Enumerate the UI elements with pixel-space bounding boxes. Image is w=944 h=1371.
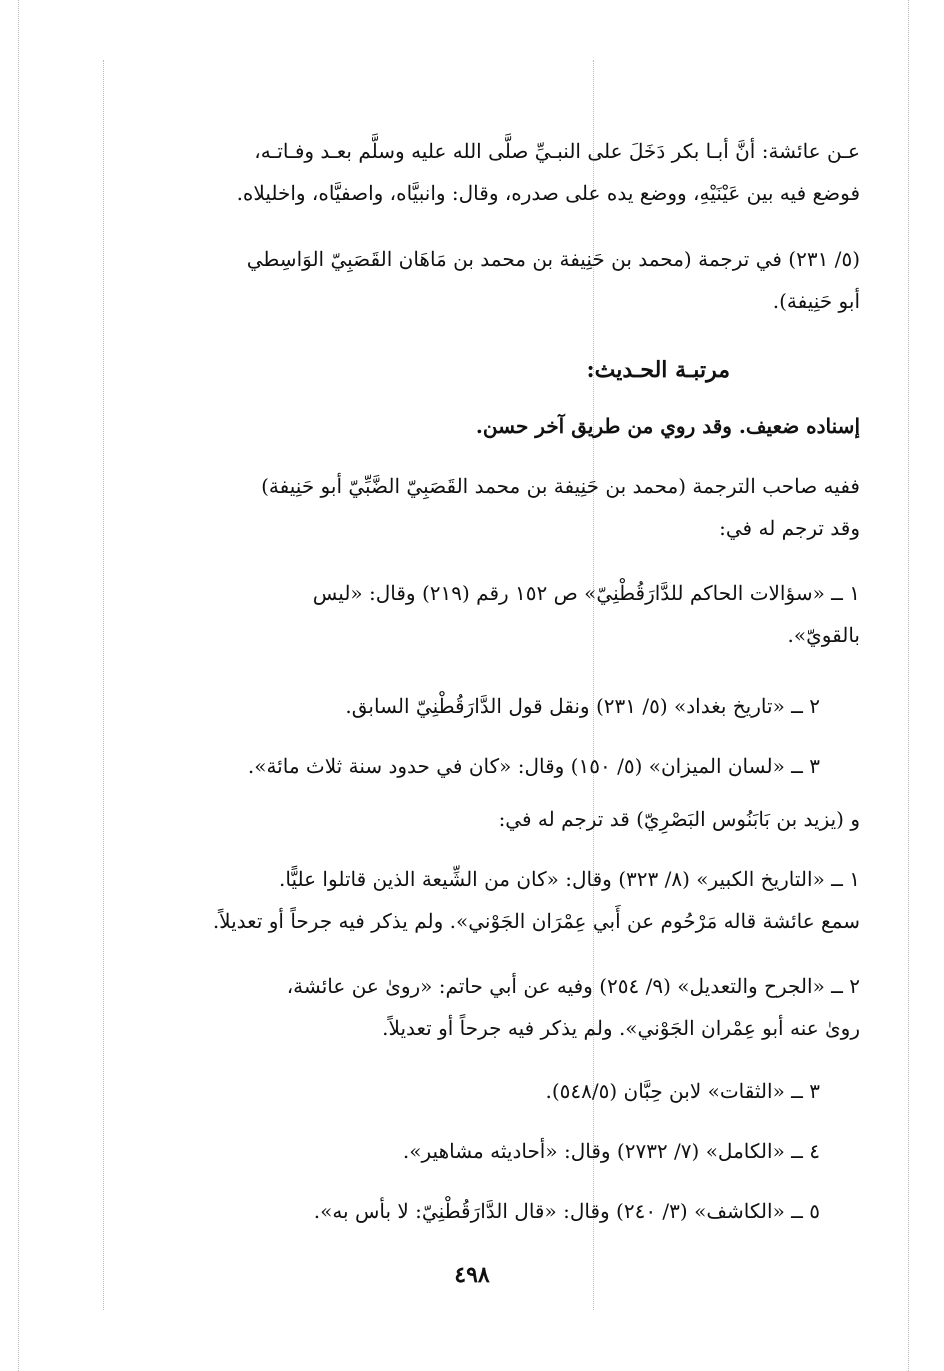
citation-b1-line-2: سمع عائشة قاله مَرْحُوم عن أَبي عِمْرَان الجَوْني». ولم يذكر فيه جرحاً أو تعديلاً. [212,909,860,933]
hadith-text-line-2: فوضع فيه بين عَيْنَيْهِ، ووضع يده على صدره، وقال: وانبيَّاه، واصفيَّاه، واخليلاه. [236,181,860,205]
document-page [100,118,860,1318]
narrator-2-intro: و (يزيد بن بَابَنُوس البَصْرِيّ) قد ترجم له في: [498,807,860,831]
source-ref-line-1: (٥/ ٢٣١) في ترجمة (محمد بن حَنِيفة بن محمد بن مَاهَان القَصَبِيّ الوَاسِطي [246,247,860,271]
citation-b3: ٣ ــ «الثقات» لابن حِبَّان (٥٤٨/٥). [545,1079,820,1103]
citation-1-line-2: بالقويّ». [787,623,860,647]
verdict-line: إسناده ضعيف. وقد روي من طريق آخر حسن. [475,414,860,438]
narrator-intro-line-2: وقد ترجم له في: [719,516,860,540]
section-heading: مرتبـة الحـديث: [586,357,730,383]
citation-b4: ٤ ــ «الكامل» (٧/ ٢٧٣٢) وقال: «أحاديثه مشاهير». [402,1139,820,1163]
citation-1-line-1: ١ ــ «سؤالات الحاكم للدَّارَقُطْنِيّ» ص ١٥٢ رقم (٢١٩) وقال: «ليس [312,581,860,605]
page-number: ٤٩٨ [454,1262,490,1288]
citation-b2-line-1: ٢ ــ «الجرح والتعديل» (٩/ ٢٥٤) وفيه عن أبي حاتم: «روىٰ عن عائشة، [286,974,860,998]
scan-guide-right [908,0,909,1371]
source-ref-line-2: أبو حَنِيفة). [772,289,860,313]
citation-b2-line-2: روىٰ عنه أبو عِمْران الجَوْني». ولم يذكر فيه جرحاً أو تعديلاً. [382,1016,860,1040]
hadith-text-line-1: عـن عائشة: أنَّ أبـا بكر دَخَلَ على النبـيِّ صلَّى الله عليه وسلَّم بعـد وفـاتـه، [254,139,860,163]
narrator-intro-line-1: ففيه صاحب الترجمة (محمد بن حَنِيفة بن محمد القَصَبِيّ الضَّبِّيّ أبو حَنِيفة) [261,474,860,498]
citation-2: ٢ ــ «تاريخ بغداد» (٥/ ٢٣١) ونقل قول الدَّارَقُطْنِيّ السابق. [345,694,820,718]
citation-3: ٣ ــ «لسان الميزان» (٥/ ١٥٠) وقال: «كان في حدود سنة ثلاث مائة». [247,754,820,778]
citation-b5: ٥ ــ «الكاشف» (٣/ ٢٤٠) وقال: «قال الدَّارَقُطْنِيّ: لا بأس به». [313,1199,820,1223]
scan-guide-left [18,0,19,1371]
citation-b1-line-1: ١ ــ «التاريخ الكبير» (٨/ ٣٢٣) وقال: «كان من الشِّيعة الذين قاتلوا عليًّا. [279,867,860,891]
